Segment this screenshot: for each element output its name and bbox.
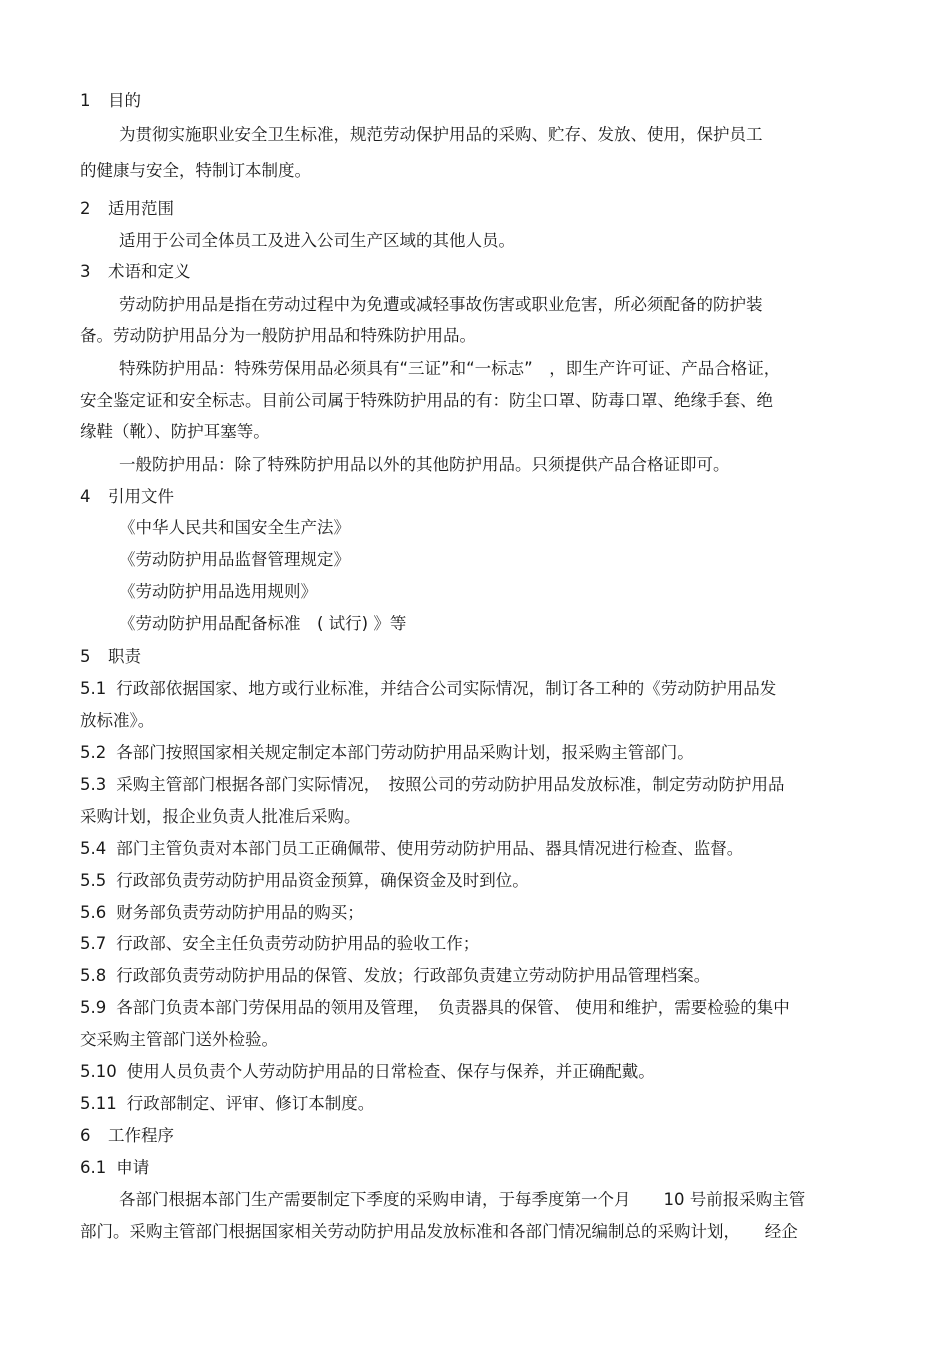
paragraph-line: 缘鞋（靴）、防护耳塞等。 — [80, 422, 270, 441]
paragraph-line: 为贯彻实施职业安全卫生标准，规范劳动保护用品的采购、贮存、发放、使用，保护员工 — [119, 125, 763, 144]
paragraph-line: 交采购主管部门送外检验。 — [80, 1030, 278, 1049]
paragraph-line: 的健康与安全，特制订本制度。 — [80, 161, 311, 180]
clause-5-4: 5.4 部门主管负责对本部门员工正确佩带、使用劳动防护用品、器具情况进行检查、监督。 — [80, 839, 744, 858]
clause-5-3: 5.3 采购主管部门根据各部门实际情况， 按照公司的劳动防护用品发放标准，制定劳动防护用品 — [80, 775, 785, 794]
clause-5-1: 5.1 行政部依据国家、地方或行业标准，并结合公司实际情况，制订各工种的《劳动防护用品发 — [80, 679, 777, 698]
section-heading-responsibilities: 5 职责 — [80, 647, 141, 666]
paragraph-line: 适用于公司全体员工及进入公司生产区域的其他人员。 — [119, 231, 515, 250]
clause-5-6: 5.6 财务部负责劳动防护用品的购买； — [80, 903, 364, 922]
section-heading-procedure: 6 工作程序 — [80, 1126, 174, 1145]
paragraph-line: 安全鉴定证和安全标志。目前公司属于特殊防护用品的有：防尘口罩、防毒口罩、绝缘手套、绝 — [80, 391, 773, 410]
clause-6-1: 6.1 申请 — [80, 1158, 150, 1177]
paragraph-line: 各部门根据本部门生产需要制定下季度的采购申请，于每季度第一个月 10 号前报采购主管 — [119, 1190, 806, 1209]
clause-5-5: 5.5 行政部负责劳动防护用品资金预算，确保资金及时到位。 — [80, 871, 529, 890]
paragraph-line: 劳动防护用品是指在劳动过程中为免遭或减轻事故伤害或职业危害，所必须配备的防护装 — [119, 295, 763, 314]
section-heading-references: 4 引用文件 — [80, 487, 174, 506]
clause-5-11: 5.11 行政部制定、评审、修订本制度。 — [80, 1094, 375, 1113]
section-heading-definitions: 3 术语和定义 — [80, 262, 191, 281]
paragraph-line: 采购计划，报企业负责人批准后采购。 — [80, 807, 361, 826]
reference-item: 《劳动防护用品监督管理规定》 — [119, 550, 350, 569]
paragraph-line: 一般防护用品：除了特殊防护用品以外的其他防护用品。只须提供产品合格证即可。 — [119, 455, 730, 474]
clause-5-8: 5.8 行政部负责劳动防护用品的保管、发放；行政部负责建立劳动防护用品管理档案。 — [80, 966, 711, 985]
clause-5-7: 5.7 行政部、安全主任负责劳动防护用品的验收工作； — [80, 934, 480, 953]
reference-item: 《劳动防护用品选用规则》 — [119, 582, 317, 601]
section-heading-purpose: 1 目的 — [80, 91, 141, 110]
clause-5-2: 5.2 各部门按照国家相关规定制定本部门劳动防护用品采购计划，报采购主管部门。 — [80, 743, 694, 762]
paragraph-line: 特殊防护用品：特殊劳保用品必须具有“三证”和“一标志” ，即生产许可证、产品合格证， — [119, 359, 781, 378]
reference-item: 《中华人民共和国安全生产法》 — [119, 518, 350, 537]
paragraph-line: 放标准》。 — [80, 711, 155, 730]
paragraph-line: 部门。采购主管部门根据国家相关劳动防护用品发放标准和各部门情况编制总的采购计划， 经企 — [80, 1222, 798, 1241]
clause-5-9: 5.9 各部门负责本部门劳保用品的领用及管理， 负责器具的保管、 使用和维护，需要检验的集中 — [80, 998, 790, 1017]
reference-item: 《劳动防护用品配备标准 ( 试行) 》等 — [119, 614, 407, 633]
clause-5-10: 5.10 使用人员负责个人劳动防护用品的日常检查、保存与保养，并正确配戴。 — [80, 1062, 655, 1081]
paragraph-line: 备。劳动防护用品分为一般防护用品和特殊防护用品。 — [80, 326, 476, 345]
section-heading-scope: 2 适用范围 — [80, 199, 174, 218]
